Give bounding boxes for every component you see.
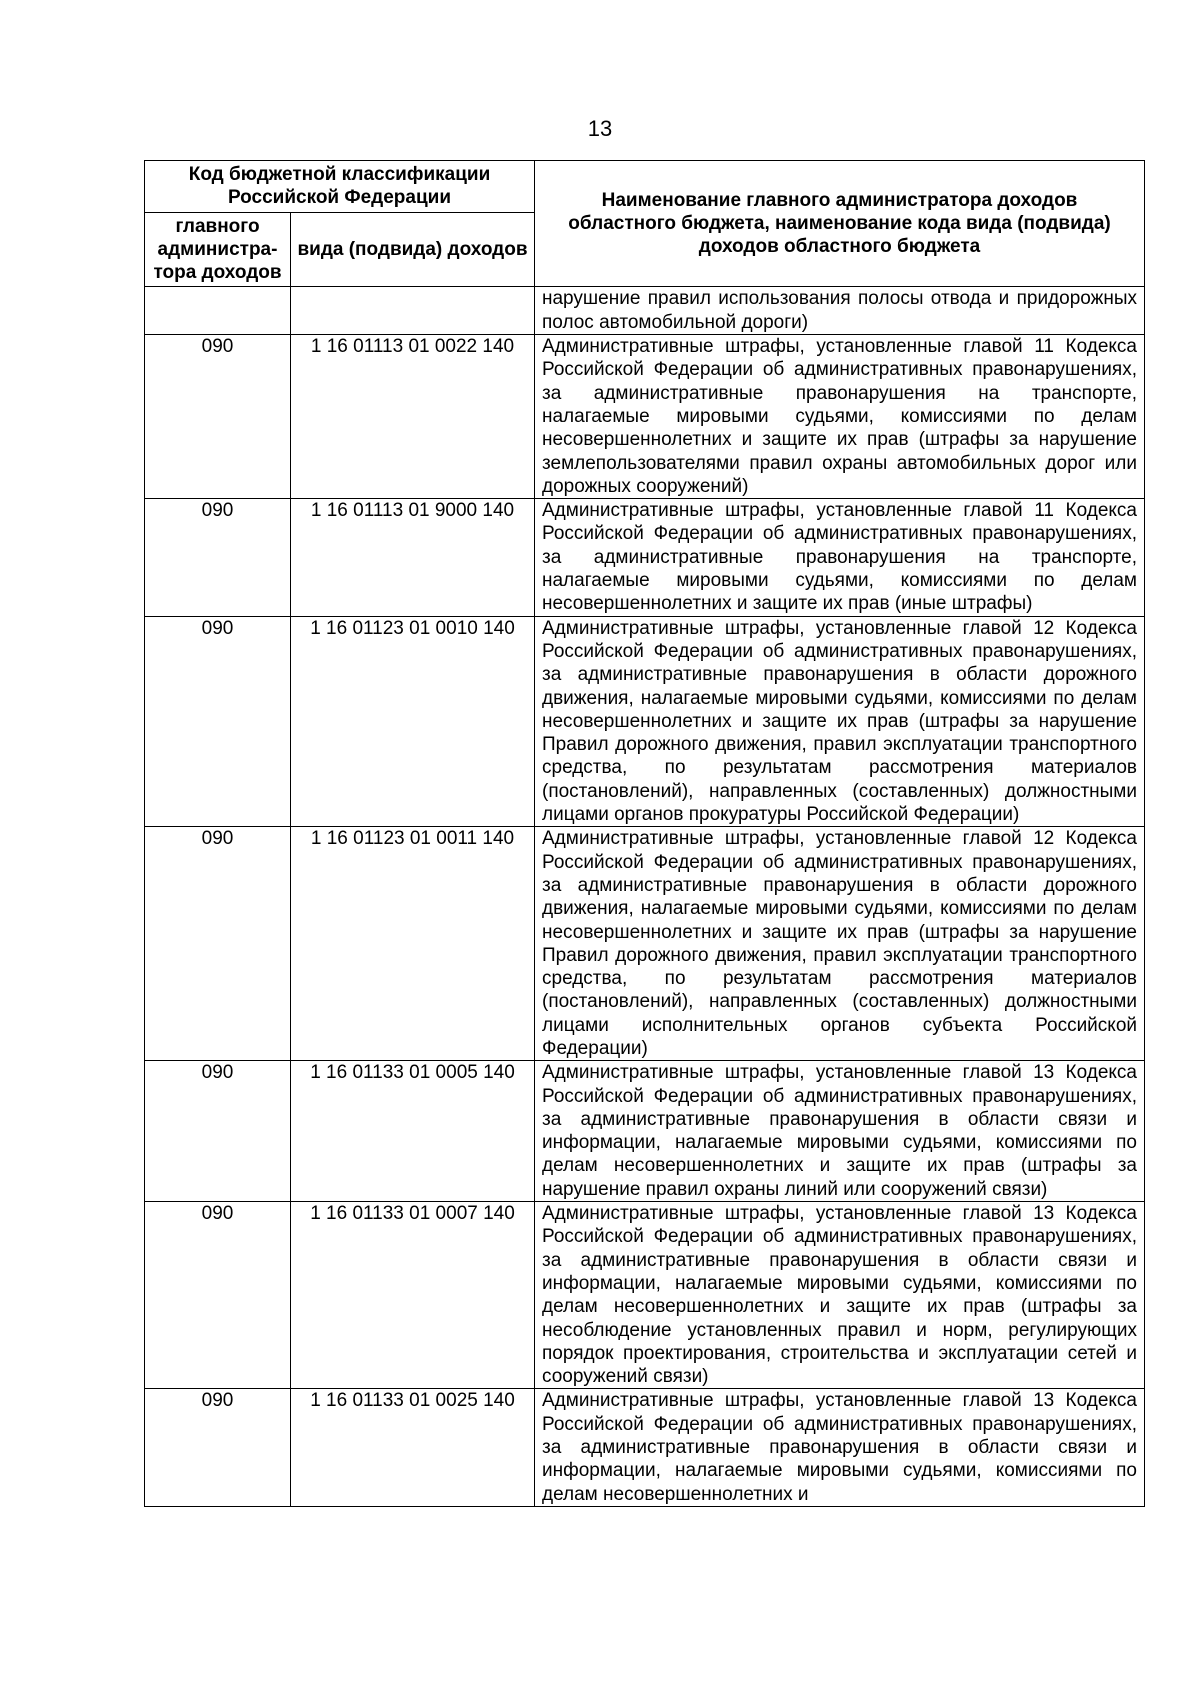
admin-code-cell: 090 (145, 1389, 291, 1506)
description-cell: Административные штрафы, установленные главой 12 Кодекса Российской Федерации об административных правонарушениях, за административные правонарушения в области дорожного движения, налагаемые мировыми судьями, комиссиями по делам несовершеннолетних и защите их прав (штрафы за нарушение Правил дорожного движения, правил эксплуатации транспортного средства, по результатам рассмотрения материалов (постановлений), направленных (составленных) должностными лицами исполнительных органов субъекта Российской Федерации) (535, 827, 1145, 1061)
table-row (145, 1202, 1145, 1389)
kbk-code-cell: 1 16 01133 01 0025 140 (291, 1389, 535, 1506)
kbk-code-cell: 1 16 01133 01 0005 140 (291, 1061, 535, 1202)
admin-code-cell: 090 (145, 499, 291, 616)
description-cell: Административные штрафы, установленные главой 13 Кодекса Российской Федерации об административных правонарушениях, за административные правонарушения в области связи и информации, налагаемые мировыми судьями, комиссиями по делам несовершеннолетних и защите их прав (штрафы за несоблюдение установленных правил и норм, регулирующих порядок проектирования, строительства и эксплуатации сетей и сооружений связи) (535, 1202, 1145, 1389)
kbk-code-cell: 1 16 01133 01 0007 140 (291, 1202, 535, 1389)
table-body (145, 287, 1145, 1506)
table-row (145, 827, 1145, 1061)
kbk-code-cell (291, 287, 535, 335)
description-cell: Административные штрафы, установленные главой 13 Кодекса Российской Федерации об административных правонарушениях, за административные правонарушения в области связи и информации, налагаемые мировыми судьями, комиссиями по делам несовершеннолетних и защите их прав (штрафы за нарушение правил охраны линий или сооружений связи) (535, 1061, 1145, 1202)
admin-code-cell: 090 (145, 1202, 291, 1389)
header-col-admin: главного администра-тора доходов (145, 212, 291, 287)
kbk-code-cell: 1 16 01123 01 0010 140 (291, 616, 535, 827)
description-cell: нарушение правил использования полосы отвода и придорожных полос автомобильной дороги) (535, 287, 1145, 335)
header-col-kind: вида (подвида) доходов (291, 212, 535, 287)
page-number: 13 (587, 116, 613, 141)
table-row (145, 616, 1145, 827)
table-row (145, 499, 1145, 616)
budget-classification-table (144, 160, 1145, 1507)
admin-code-cell: 090 (145, 335, 291, 499)
header-group-title: Код бюджетной классификации Российской Федерации (145, 161, 535, 213)
header-col-name: Наименование главного администратора доходов областного бюджета, наименование кода вида (подвида) доходов областного бюджета (535, 161, 1145, 287)
kbk-code-cell: 1 16 01113 01 0022 140 (291, 335, 535, 499)
admin-code-cell: 090 (145, 616, 291, 827)
description-cell: Административные штрафы, установленные главой 11 Кодекса Российской Федерации об административных правонарушениях, за административные правонарушения на транспорте, налагаемые мировыми судьями, комиссиями по делам несовершеннолетних и защите их прав (иные штрафы) (535, 499, 1145, 616)
admin-code-cell (145, 287, 291, 335)
table-row (145, 287, 1145, 335)
table-header (145, 161, 1145, 287)
description-cell: Административные штрафы, установленные главой 12 Кодекса Российской Федерации об административных правонарушениях, за административные правонарушения в области дорожного движения, налагаемые мировыми судьями, комиссиями по делам несовершеннолетних и защите их прав (штрафы за нарушение Правил дорожного движения, правил эксплуатации транспортного средства, по результатам рассмотрения материалов (постановлений), направленных (составленных) должностными лицами органов прокуратуры Российской Федерации) (535, 616, 1145, 827)
admin-code-cell: 090 (145, 827, 291, 1061)
table-row (145, 1389, 1145, 1506)
table-row (145, 1061, 1145, 1202)
kbk-code-cell: 1 16 01113 01 9000 140 (291, 499, 535, 616)
admin-code-cell: 090 (145, 1061, 291, 1202)
description-cell: Административные штрафы, установленные главой 11 Кодекса Российской Федерации об административных правонарушениях, за административные правонарушения на транспорте, налагаемые мировыми судьями, комиссиями по делам несовершеннолетних и защите их прав (штрафы за нарушение землепользователями правил охраны автомобильных дорог или дорожных сооружений) (535, 335, 1145, 499)
description-cell: Административные штрафы, установленные главой 13 Кодекса Российской Федерации об административных правонарушениях, за административные правонарушения в области связи и информации, налагаемые мировыми судьями, комиссиями по делам несовершеннолетних и (535, 1389, 1145, 1506)
kbk-code-cell: 1 16 01123 01 0011 140 (291, 827, 535, 1061)
table-row (145, 335, 1145, 499)
